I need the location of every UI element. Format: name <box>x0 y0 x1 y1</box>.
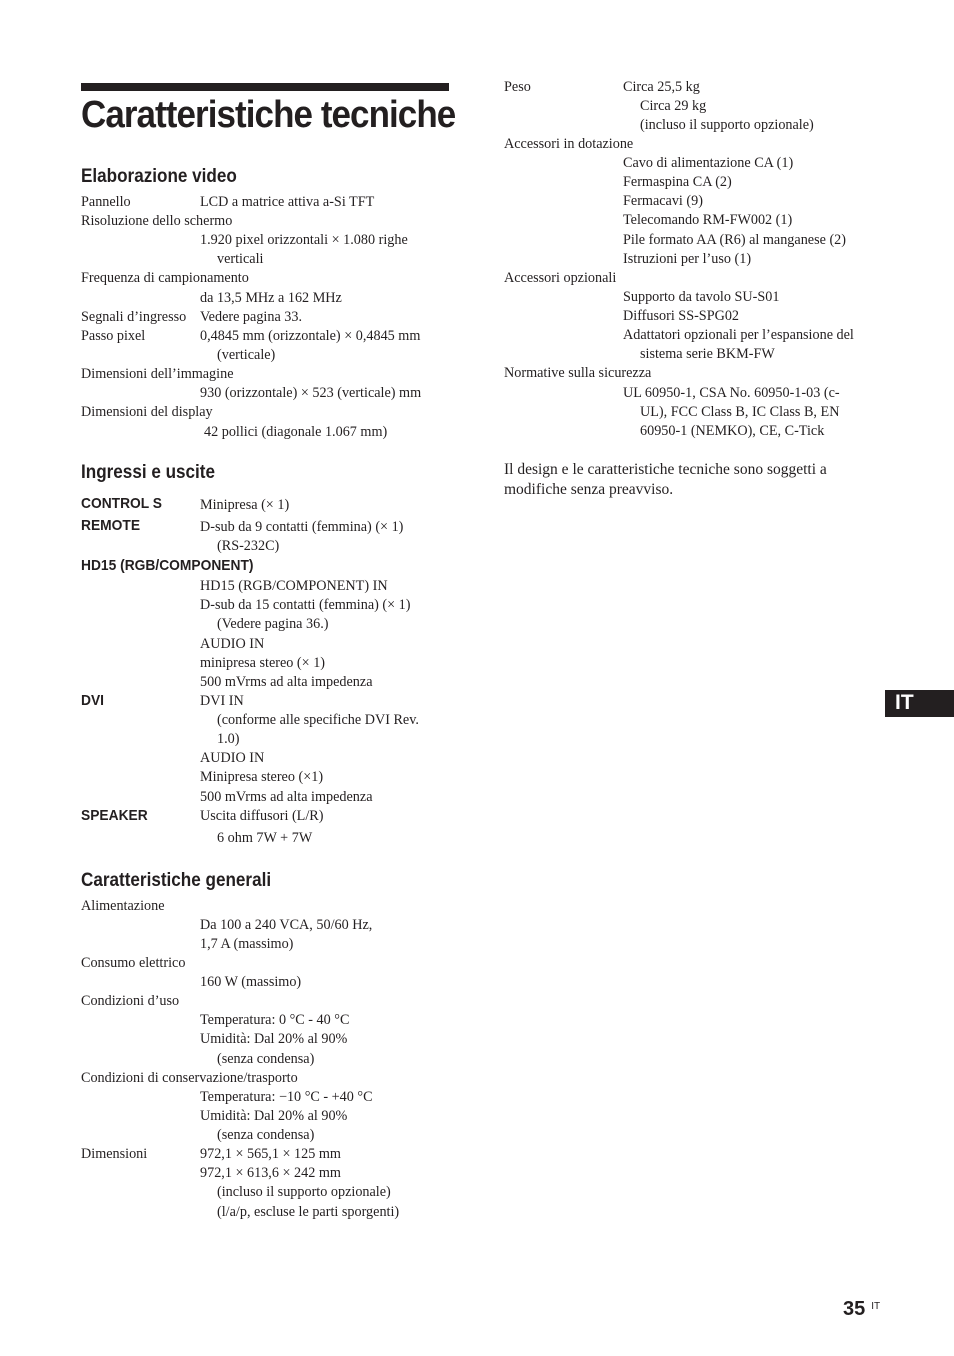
section-heading-video: Elaborazione video <box>81 166 237 187</box>
io-value-control: Minipresa (× 1) <box>200 497 290 513</box>
io-value-hd15-6: 500 mVrms ad alta impedenza <box>200 674 373 690</box>
spec-value-peso-1: Circa 25,5 kg <box>623 79 700 95</box>
spec-value-frequenza: da 13,5 MHz a 162 MHz <box>200 290 342 306</box>
gen-label-alimentazione: Alimentazione <box>81 898 165 914</box>
language-tab <box>885 690 954 717</box>
gen-value-uso-1: Temperatura: 0 °C - 40 °C <box>200 1012 350 1028</box>
io-value-hd15-5: minipresa stereo (× 1) <box>200 655 326 671</box>
gen-value-consumo: 160 W (massimo) <box>200 974 302 990</box>
gen-value-conservazione-1: Temperatura: −10 °C - +40 °C <box>200 1089 373 1105</box>
spec-label-segnali: Segnali d’ingresso <box>81 309 187 325</box>
section-heading-io: Ingressi e uscite <box>81 462 216 483</box>
spec-value-peso-2: Circa 29 kg <box>640 98 707 114</box>
page-number: 35 <box>843 1298 866 1320</box>
spec-value-opzionali-4: sistema serie BKM-FW <box>640 346 775 362</box>
io-value-hd15-1: HD15 (RGB/COMPONENT) IN <box>200 578 388 594</box>
spec-label-accessori: Accessori in dotazione <box>504 136 634 152</box>
disclaimer-line-2: modifiche senza preavviso. <box>504 481 674 498</box>
page-number-block <box>843 1298 880 1321</box>
spec-value-accessori-1: Cavo di alimentazione CA (1) <box>623 155 794 171</box>
gen-value-dimensioni-2: 972,1 × 613,6 × 242 mm <box>200 1165 341 1181</box>
io-value-remote-1: D-sub da 9 contatti (femmina) (× 1) <box>200 519 404 535</box>
io-label-speaker: SPEAKER <box>81 807 148 824</box>
spec-label-peso: Peso <box>504 79 531 95</box>
spec-value-risoluzione-1: 1.920 pixel orizzontali × 1.080 righe <box>200 232 408 248</box>
io-value-remote-2: (RS-232C) <box>217 538 280 554</box>
spec-value-dim-immagine: 930 (orizzontale) × 523 (verticale) mm <box>200 385 422 401</box>
spec-value-peso-3: (incluso il supporto opzionale) <box>640 117 814 133</box>
spec-value-dim-display: 42 pollici (diagonale 1.067 mm) <box>204 424 388 440</box>
gen-label-uso: Condizioni d’uso <box>81 993 180 1009</box>
page-number-suffix: IT <box>871 1301 881 1312</box>
title-rule <box>81 83 449 91</box>
io-value-speaker-2: 6 ohm 7W + 7W <box>217 830 313 846</box>
spec-label-dim-display: Dimensioni del display <box>81 404 213 420</box>
spec-label-risoluzione: Risoluzione dello schermo <box>81 213 233 229</box>
spec-label-normative: Normative sulla sicurezza <box>504 365 652 381</box>
spec-label-opzionali: Accessori opzionali <box>504 270 617 286</box>
io-value-speaker-1: Uscita diffusori (L/R) <box>200 808 324 824</box>
io-value-hd15-2: D-sub da 15 contatti (femmina) (× 1) <box>200 597 411 613</box>
gen-value-dimensioni-1: 972,1 × 565,1 × 125 mm <box>200 1146 341 1162</box>
io-value-dvi-4: AUDIO IN <box>200 750 265 766</box>
io-value-hd15-4: AUDIO IN <box>200 636 265 652</box>
io-label-remote: REMOTE <box>81 517 141 534</box>
spec-value-normative-3: 60950-1 (NEMKO), CE, C-Tick <box>640 423 825 439</box>
gen-label-conservazione: Condizioni di conservazione/trasporto <box>81 1070 298 1086</box>
io-label-hd15: HD15 (RGB/COMPONENT) <box>81 557 254 574</box>
io-label-control: CONTROL S <box>81 495 163 512</box>
spec-value-pannello: LCD a matrice attiva a-Si TFT <box>200 194 375 210</box>
page-title: Caratteristiche tecniche <box>81 94 456 136</box>
spec-label-frequenza: Frequenza di campionamento <box>81 270 249 286</box>
spec-value-opzionali-1: Supporto da tavolo SU-S01 <box>623 289 780 305</box>
language-tab-label: IT <box>895 691 914 714</box>
spec-value-risoluzione-2: verticali <box>217 251 264 267</box>
io-label-dvi: DVI <box>81 692 105 709</box>
gen-value-dimensioni-4: (l/a/p, escluse le parti sporgenti) <box>217 1204 400 1220</box>
io-value-hd15-3: (Vedere pagina 36.) <box>217 616 329 632</box>
spec-label-dim-immagine: Dimensioni dell’immagine <box>81 366 234 382</box>
spec-value-opzionali-3: Adattatori opzionali per l’espansione del <box>623 327 854 343</box>
gen-value-conservazione-2: Umidità: Dal 20% al 90% <box>200 1108 348 1124</box>
spec-value-accessori-2: Fermaspina CA (2) <box>623 174 732 190</box>
section-heading-general: Caratteristiche generali <box>81 870 272 891</box>
gen-label-dimensioni: Dimensioni <box>81 1146 148 1162</box>
spec-value-normative-2: UL), FCC Class B, IC Class B, EN <box>640 404 840 420</box>
gen-value-uso-3: (senza condensa) <box>217 1051 315 1067</box>
gen-value-uso-2: Umidità: Dal 20% al 90% <box>200 1031 348 1047</box>
io-value-dvi-2: (conforme alle specifiche DVI Rev. <box>217 712 419 728</box>
spec-value-accessori-3: Fermacavi (9) <box>623 193 703 209</box>
gen-label-consumo: Consumo elettrico <box>81 955 186 971</box>
spec-value-accessori-6: Istruzioni per l’uso (1) <box>623 251 752 267</box>
spec-value-accessori-5: Pile formato AA (R6) al manganese (2) <box>623 232 847 248</box>
gen-value-dimensioni-3: (incluso il supporto opzionale) <box>217 1184 391 1200</box>
spec-value-opzionali-2: Diffusori SS-SPG02 <box>623 308 740 324</box>
spec-value-accessori-4: Telecomando RM-FW002 (1) <box>623 212 793 228</box>
spec-label-pannello: Pannello <box>81 194 131 210</box>
disclaimer-line-1: Il design e le caratteristiche tecniche sono soggetti a <box>504 461 827 478</box>
spec-value-segnali: Vedere pagina 33. <box>200 309 303 325</box>
gen-value-conservazione-3: (senza condensa) <box>217 1127 315 1143</box>
spec-label-passo: Passo pixel <box>81 328 146 344</box>
gen-value-alimentazione-1: Da 100 a 240 VCA, 50/60 Hz, <box>200 917 373 933</box>
spec-value-passo-2: (verticale) <box>217 347 276 363</box>
io-value-dvi-5: Minipresa stereo (×1) <box>200 769 324 785</box>
spec-value-passo-1: 0,4845 mm (orizzontale) × 0,4845 mm <box>200 328 421 344</box>
spec-value-normative-1: UL 60950-1, CSA No. 60950-1-03 (c- <box>623 385 840 401</box>
io-value-dvi-1: DVI IN <box>200 693 244 709</box>
gen-value-alimentazione-2: 1,7 A (massimo) <box>200 936 294 952</box>
io-value-dvi-6: 500 mVrms ad alta impedenza <box>200 789 373 805</box>
io-value-dvi-3: 1.0) <box>217 731 240 747</box>
